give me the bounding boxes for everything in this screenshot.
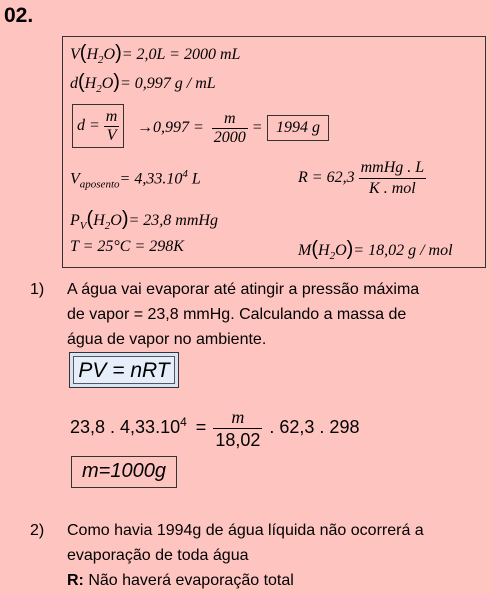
step-2-line-2: evaporação de toda água — [67, 547, 249, 564]
temperature-line: T = 25°C = 298K — [70, 238, 184, 255]
gas-constant: R = 62,3 $\frac{\text{mmHg . L}}{\text{K . mol}}$ — [298, 159, 425, 197]
step-2-answer — [67, 568, 294, 593]
density-formula-box: d = $\frac{m}{V}$ — [72, 104, 124, 148]
molar-mass-line: $M(H_2O)= 18,02$ g / mol — [298, 238, 453, 263]
step-1-line-1: A água vai evaporar até atingir a pressão máxima — [67, 281, 420, 298]
ideal-gas-box — [69, 352, 179, 388]
ideal-gas-calculation: 23,8 . 4,33.10$^4$ = $\frac{m}{18,02}$ . 62,3 . 298 — [70, 406, 360, 450]
mass-result-box: 1994 g — [267, 115, 329, 141]
vapor-pressure-line: $P_V(H_2O)= 23,8$ mmHg — [70, 208, 218, 233]
step-2-number: 2) — [30, 522, 45, 539]
mass-result: m=1000g — [71, 456, 177, 488]
volume-line: $V(H_2O)= 2,0L = 2000$ mL — [70, 42, 241, 67]
density-calculation: →0,997 = $\frac{m}{2000}$ = — [137, 110, 263, 146]
step-1-number: 1) — [30, 281, 45, 298]
ideal-gas-equation: PV = nRT — [73, 356, 175, 384]
question-number: 02. — [4, 4, 34, 27]
step-2-line-1: Como havia 1994g de água líquida não ocorrerá a — [67, 522, 424, 539]
answer-label: R: — [67, 572, 84, 589]
step-1-line-3: água de vapor no ambiente. — [67, 331, 267, 348]
density-line: $d(H_2O)= 0,997$ g / mL — [70, 71, 216, 96]
step-1-line-2: de vapor = 23,8 mmHg. Calculando a massa de — [67, 306, 407, 323]
room-volume-line: $V_{aposento}= 4,33.10^4$ L — [70, 168, 201, 191]
answer-text: Não haverá evaporação total — [83, 572, 294, 589]
